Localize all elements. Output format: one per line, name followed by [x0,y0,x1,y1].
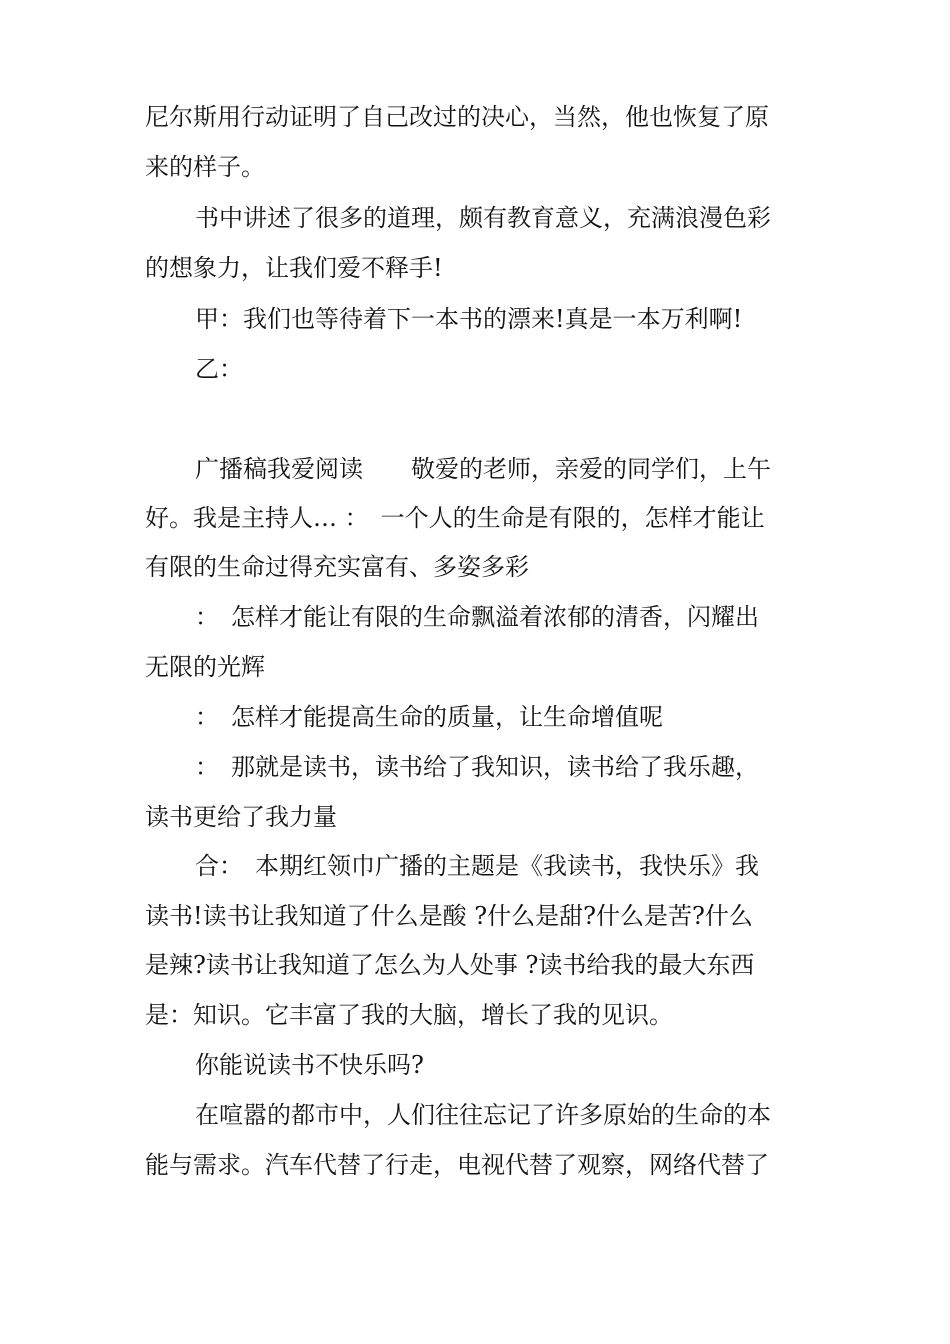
text-line: 能与需求。汽车代替了行走，电视代替了观察，网络代替了 [145,1151,769,1179]
text-line: 读书!读书让我知道了什么是酸 ?什么是甜?什么是苦?什么 [145,902,753,930]
text-line: 来的样子。 [145,153,265,181]
text-line: 书中讲述了很多的道理，颇有教育意义，充满浪漫色彩 [195,204,771,232]
text-line: ： 怎样才能提高生命的质量，让生命增值呢 [195,703,663,731]
text-line: ： 怎样才能让有限的生命飘溢着浓郁的清香，闪耀出 [195,603,759,631]
text-line: 好。我是主持人… ： 一个人的生命是有限的，怎样才能让 [145,504,765,532]
text-line: 合： 本期红领巾广播的主题是《我读书，我快乐》我 [195,852,759,880]
text-line: 在喧嚣的都市中，人们往往忘记了许多原始的生命的本 [195,1101,771,1129]
text-line: 有限的生命过得充实富有、多姿多彩 [145,553,529,581]
text-line: 乙： [195,355,243,383]
text-line: ： 那就是读书，读书给了我知识，读书给了我乐趣， [195,753,759,781]
text-line: 读书更给了我力量 [145,803,337,831]
text-line: 是：知识。它丰富了我的大脑，增长了我的见识。 [145,1001,673,1029]
text-line: 尼尔斯用行动证明了自己改过的决心，当然，他也恢复了原 [145,103,769,131]
text-line: 的想象力，让我们爱不释手! [145,254,443,282]
text-line: 无限的光辉 [145,653,265,681]
text-line: 你能说读书不快乐吗? [195,1051,424,1079]
text-line: 广播稿我爱阅读 敬爱的老师，亲爱的同学们，上午 [195,455,771,483]
text-line: 甲：我们也等待着下一本书的漂来!真是一本万利啊! [195,305,743,333]
text-line: 是辣?读书让我知道了怎么为人处事 ?读书给我的最大东西 [145,951,755,979]
